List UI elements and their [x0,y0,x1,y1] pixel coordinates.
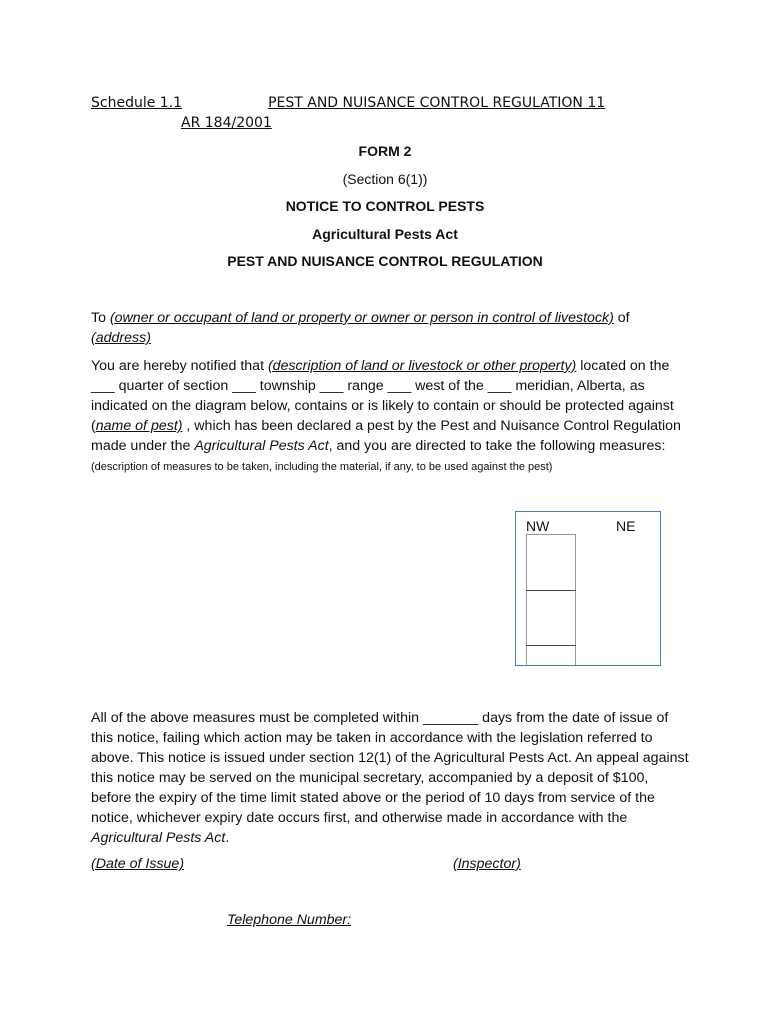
section-ref: (Section 6(1)) [342,171,428,187]
land-diagram [515,511,661,666]
regulation-title: PEST AND NUISANCE CONTROL REGULATION [227,253,543,269]
notice-text-3: , which has been declared a pest by the Pest and Nuisance Control Regulation made under the [91,418,681,454]
header-line-1 [91,93,651,113]
schedule-label: Schedule 1.1 [91,95,183,111]
completion-end: . [225,830,230,846]
of-label: of [613,310,630,326]
date-of-issue-field: (Date of Issue) [91,856,185,872]
pest-name-field: name of pest) [95,418,183,434]
completion-text: All of the above measures must be completed within _______ days from the date of issue of this notice, failing which action may be taken in accordance with the legislation referred to above. This notice is issued under section 12(1) of the Agricultural Pests Act. An appeal against this notice may be served on the municipal secretary, accompanied by a deposit of $100, before the expiry of the time limit stated above or the period of 10 days from service of the notice, whichever expiry date occurs first, and otherwise made in accordance with the [91,710,689,826]
notice-text-1: You are hereby notified that [91,358,268,374]
to-label: To [91,310,110,326]
notice-title: NOTICE TO CONTROL PESTS [285,198,485,214]
measures-description: (description of measures to be taken, including the material, if any, to be used against the pest) [91,461,553,473]
telephone-field: Telephone Number: [227,912,352,928]
owner-field: (owner or occupant of land or property or owner or person in control of livestock) [109,310,614,326]
schedule-header [91,93,651,133]
addressee-paragraph [91,308,691,348]
form-title: FORM 2 [358,143,412,159]
diagram-divider [526,645,576,646]
address-field: (address) [91,330,151,346]
diagram-divider [526,590,576,591]
ar-number: AR 184/2001 [181,115,272,131]
header-line-2 [91,113,651,133]
act-title: Agricultural Pests Act [312,226,458,242]
property-description-field: (description of land or livestock or other property) [267,358,577,374]
act-name: Agricultural Pests Act [194,438,329,454]
notice-text-2: located on the ___ quarter of section ___ township ___ range ___ west of the ___ meridian, Alberta, as indicated on the diagram below, contains or is likely to contain or should be protected against ( [91,358,674,434]
notice-paragraph [91,356,691,477]
completion-paragraph [91,708,691,848]
ne-label: NE [616,518,636,534]
nw-label: NW [526,518,550,534]
act-name-2: Agricultural Pests Act [91,830,226,846]
notice-text-4: , and you are directed to take the following measures: [328,438,666,454]
inspector-field: (Inspector) [453,856,521,872]
regulation-header: PEST AND NUISANCE CONTROL REGULATION 11 [268,95,606,111]
